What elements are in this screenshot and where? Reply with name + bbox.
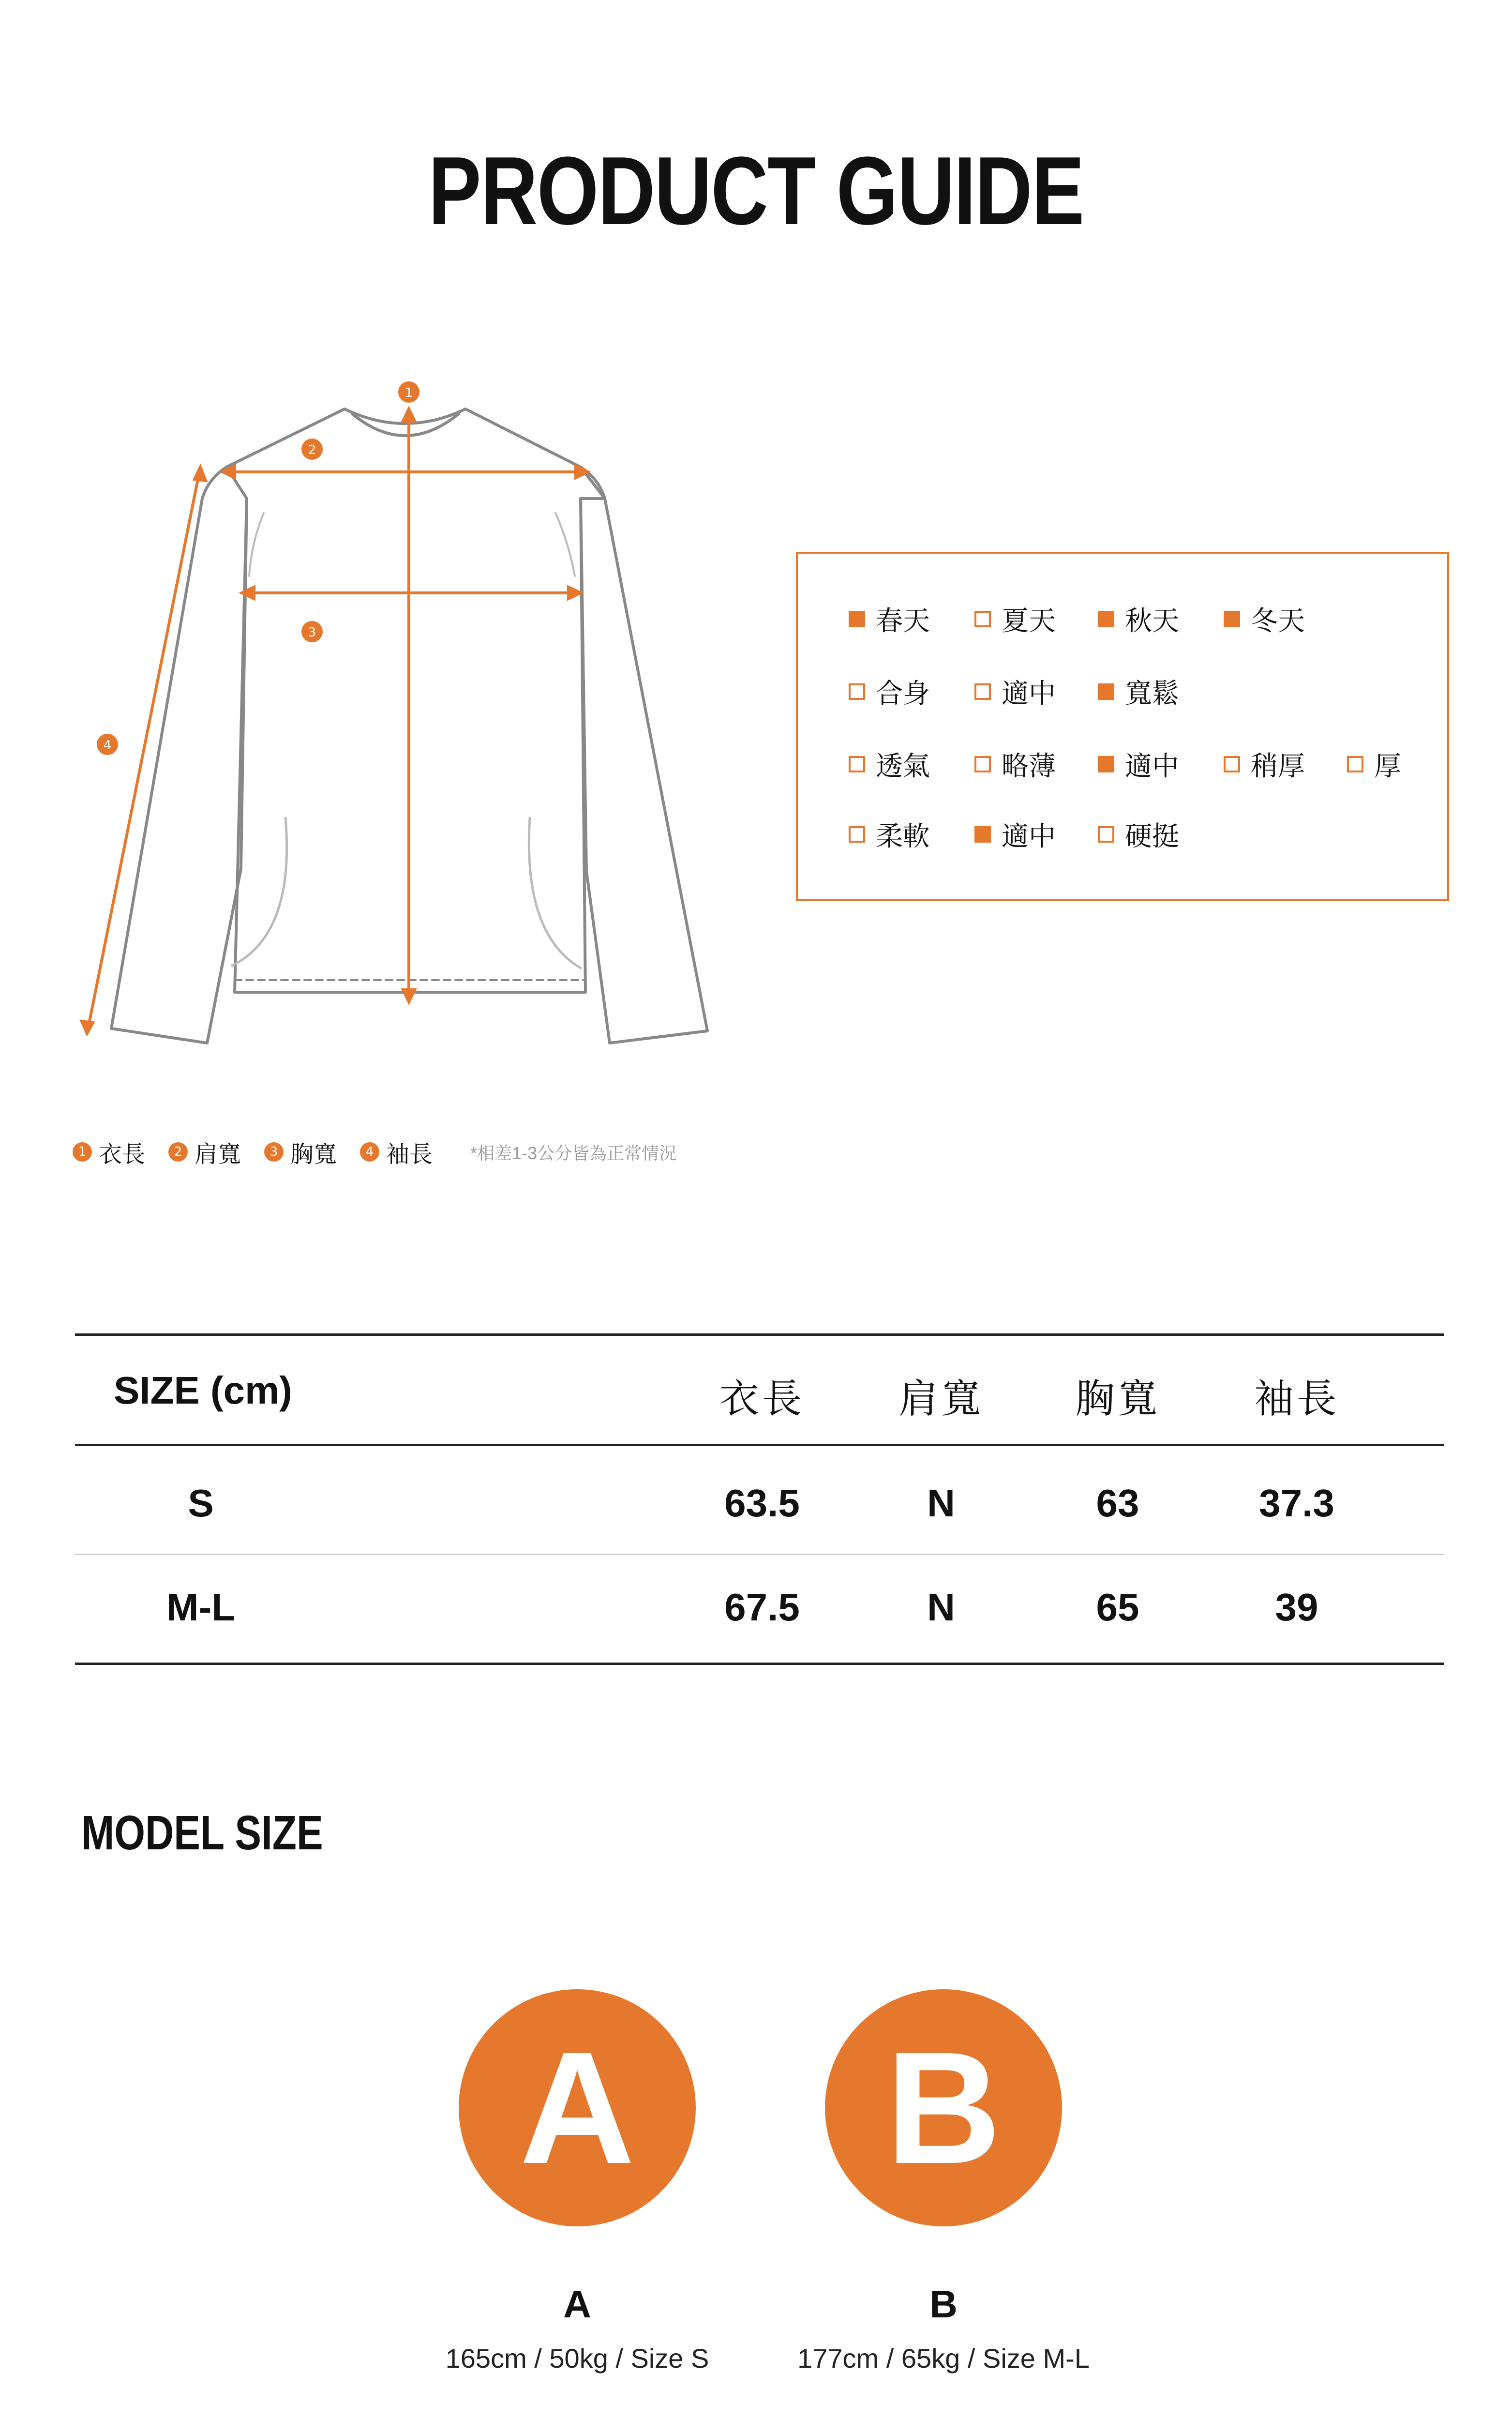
marker-2-label: 2 <box>308 443 316 457</box>
checkbox-checked-icon <box>1098 683 1114 700</box>
texture-option <box>1098 815 1179 854</box>
thickness-option <box>1224 745 1305 784</box>
shirt-outline-body <box>226 409 605 992</box>
thickness-option <box>1347 745 1401 784</box>
thickness-option <box>974 745 1056 784</box>
table-header-sleeve: 袖長 <box>1254 1376 1339 1422</box>
page-title: PRODUCT GUIDE <box>428 137 1084 245</box>
checkbox-empty-icon <box>849 756 865 772</box>
season-option <box>974 600 1056 638</box>
table-cell-chest: 63 <box>1096 1482 1139 1525</box>
model-b-badge: B <box>825 1989 1062 2226</box>
model-size-title: MODEL SIZE <box>81 1806 323 1860</box>
checkbox-empty-icon <box>974 683 991 700</box>
option-label: 秋天 <box>1125 605 1179 637</box>
table-cell-sleeve: 39 <box>1275 1586 1318 1629</box>
shirt-outline-left-sleeve <box>111 467 247 1043</box>
model-a-name: A <box>563 2283 591 2326</box>
option-label: 厚 <box>1374 751 1401 782</box>
table-header-size: SIZE (cm) <box>114 1369 292 1412</box>
table-header-rule <box>75 1444 1444 1446</box>
model-b-name: B <box>929 2283 958 2326</box>
checkbox-empty-icon <box>849 826 865 843</box>
table-row-divider <box>75 1554 1444 1555</box>
shirt-fold-right-chest <box>555 513 575 576</box>
option-label: 冬天 <box>1251 605 1305 637</box>
legend-item <box>73 1135 145 1169</box>
option-label: 春天 <box>876 605 930 637</box>
checkbox-checked-icon <box>1098 756 1114 772</box>
fit-option <box>849 672 930 711</box>
texture-option <box>849 815 930 854</box>
shirt-fold-right <box>529 818 581 968</box>
checkbox-empty-icon <box>974 756 991 772</box>
table-bottom-rule <box>75 1663 1444 1665</box>
checkbox-empty-icon <box>1224 756 1240 772</box>
option-label: 透氣 <box>876 751 930 782</box>
season-option <box>849 600 930 638</box>
option-label: 略薄 <box>1002 751 1056 782</box>
legend-item <box>264 1135 337 1169</box>
season-option <box>1098 600 1179 638</box>
checkbox-empty-icon <box>1347 756 1363 772</box>
legend-number: 4 <box>360 1142 379 1162</box>
option-label: 合身 <box>876 678 930 710</box>
legend-label: 胸寬 <box>290 1141 337 1167</box>
texture-option <box>974 815 1056 854</box>
legend-number: 1 <box>73 1142 92 1162</box>
table-cell-chest: 65 <box>1096 1586 1139 1629</box>
measurement-tolerance-note: *相差1-3公分皆為正常情況 <box>470 1143 677 1163</box>
table-header-chest: 胸寬 <box>1075 1376 1160 1422</box>
legend-label: 肩寬 <box>195 1141 241 1167</box>
option-label: 寬鬆 <box>1125 678 1179 710</box>
table-cell-length: 67.5 <box>724 1586 800 1629</box>
model-b-info: 177cm / 65kg / Size M-L <box>797 2343 1090 2374</box>
marker-4-label: 4 <box>103 738 112 753</box>
legend-number: 3 <box>264 1142 284 1162</box>
option-label: 夏天 <box>1002 605 1056 637</box>
marker-3-label: 3 <box>308 625 316 640</box>
legend-label: 袖長 <box>386 1141 433 1167</box>
option-label: 適中 <box>1002 821 1056 852</box>
option-label: 稍厚 <box>1251 751 1305 782</box>
option-label: 適中 <box>1002 678 1056 710</box>
checkbox-checked-icon <box>849 611 865 627</box>
product-attributes-box <box>796 552 1449 901</box>
table-cell-size: M-L <box>166 1586 236 1629</box>
table-cell-size: S <box>188 1482 214 1525</box>
season-option <box>1224 600 1305 638</box>
checkbox-empty-icon <box>1098 826 1114 843</box>
table-cell-shoulder: N <box>927 1586 955 1629</box>
option-label: 硬挺 <box>1125 821 1179 852</box>
checkbox-checked-icon <box>1098 611 1114 627</box>
legend-number: 2 <box>168 1142 188 1162</box>
model-a-badge: A <box>459 1989 696 2226</box>
shirt-outline-right-sleeve <box>581 467 707 1043</box>
measurement-legend <box>73 1133 676 1171</box>
model-a-info: 165cm / 50kg / Size S <box>445 2343 709 2374</box>
checkbox-checked-icon <box>1224 611 1240 627</box>
table-cell-length: 63.5 <box>724 1482 800 1525</box>
legend-label: 衣長 <box>99 1141 146 1167</box>
checkbox-empty-icon <box>974 611 991 627</box>
fit-option <box>1098 672 1179 711</box>
legend-item <box>168 1135 241 1169</box>
thickness-option <box>1098 745 1179 784</box>
checkbox-checked-icon <box>974 826 991 843</box>
table-cell-sleeve: 37.3 <box>1259 1482 1334 1525</box>
table-top-rule <box>75 1333 1444 1336</box>
table-header-shoulder: 肩寬 <box>898 1376 984 1422</box>
marker-1-label: 1 <box>404 386 413 400</box>
checkbox-empty-icon <box>849 683 865 700</box>
option-label: 柔軟 <box>876 821 930 852</box>
fit-option <box>974 672 1056 711</box>
legend-item <box>360 1135 433 1169</box>
table-cell-shoulder: N <box>927 1482 955 1525</box>
thickness-option <box>849 745 930 784</box>
option-label: 適中 <box>1125 751 1179 782</box>
shirt-fold-left-chest <box>249 513 264 576</box>
table-header-length: 衣長 <box>719 1376 805 1422</box>
